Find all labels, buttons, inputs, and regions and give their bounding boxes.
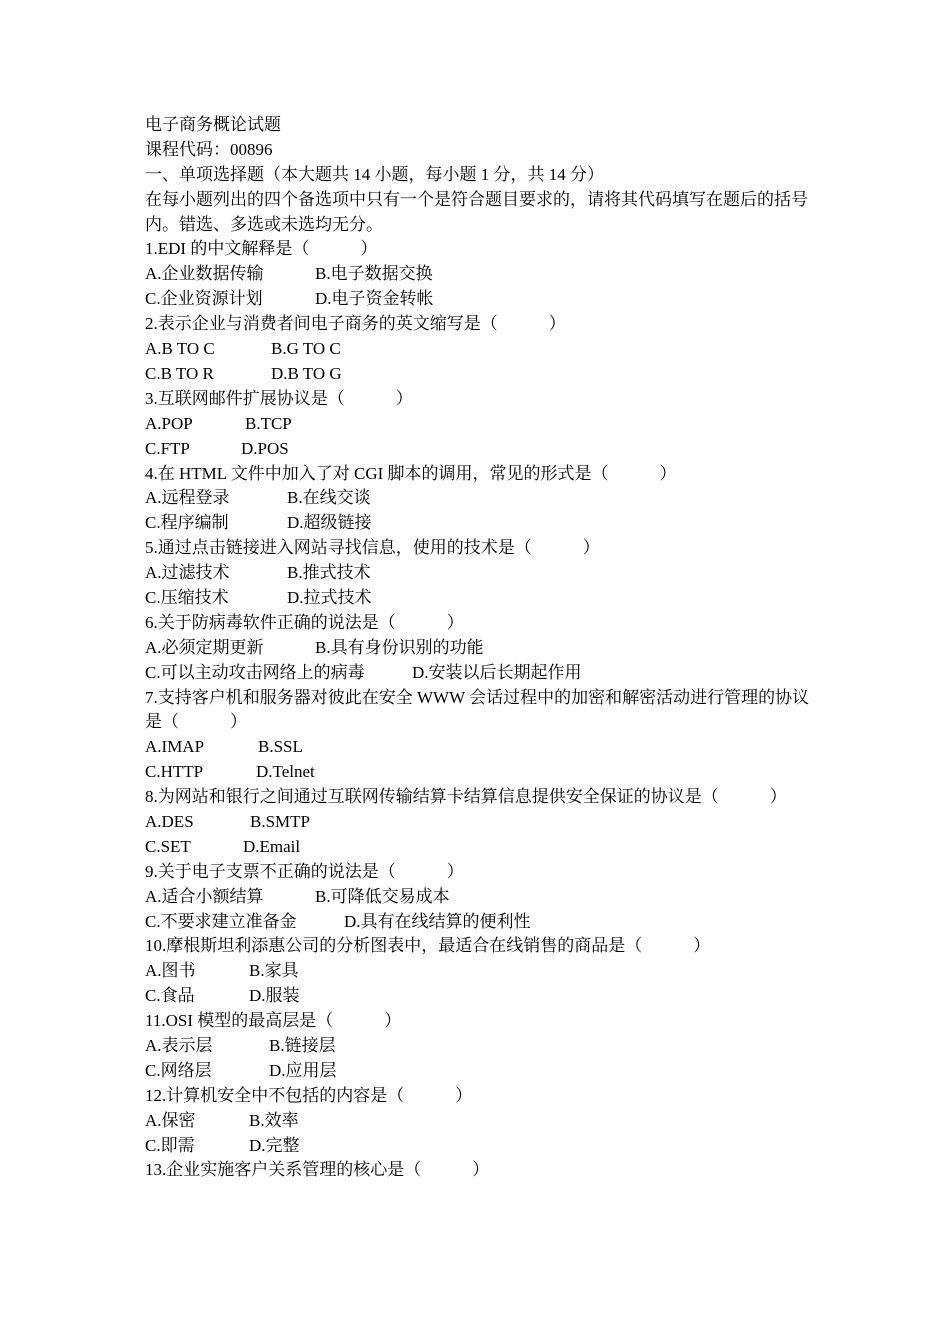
option-d: D.B TO G	[271, 363, 342, 383]
option-a: A.保密	[145, 1110, 196, 1130]
option-d: D.Email	[243, 836, 301, 856]
question-9-stem: 9.关于电子支票不正确的说法是（ ）	[145, 861, 464, 881]
option-a: A.远程登录	[145, 488, 230, 508]
option-c: C.B TO R	[145, 363, 214, 383]
question-3-stem: 3.互联网邮件扩展协议是（ ）	[145, 388, 413, 408]
option-c: C.SET	[145, 836, 191, 856]
question-2-options-row-1	[145, 337, 815, 362]
option-b: B.电子数据交换	[315, 264, 433, 284]
question-10-options-row-2	[145, 984, 815, 1009]
option-a: A.POP	[145, 413, 193, 433]
option-d: D.POS	[241, 438, 289, 458]
option-c: C.企业资源计划	[145, 289, 263, 309]
option-d: D.安装以后长期起作用	[412, 662, 582, 682]
question-9-options-row-1	[145, 885, 815, 910]
question-10-stem: 10.摩根斯坦利添惠公司的分析图表中，最适合在线销售的商品是（ ）	[145, 936, 711, 956]
course-code: 课程代码：00896	[145, 139, 273, 159]
question-7-stem: 7.支持客户机和服务器对彼此在安全 WWW 会话过程中的加密和解密活动进行管理的协议是（ ）	[145, 687, 810, 732]
option-a: A.图书	[145, 961, 196, 981]
question-6-stem: 6.关于防病毒软件正确的说法是（ ）	[145, 612, 464, 632]
question-4-stem: 4.在 HTML 文件中加入了对 CGI 脚本的调用，常见的形式是（ ）	[145, 463, 677, 483]
option-c: C.网络层	[145, 1060, 212, 1080]
question-6-options-row-1	[145, 636, 815, 661]
option-d: D.完整	[249, 1135, 300, 1155]
option-b: B.可降低交易成本	[315, 886, 450, 906]
question-5-options-row-2	[145, 586, 815, 611]
option-c: C.FTP	[145, 438, 190, 458]
option-b: B.TCP	[245, 413, 292, 433]
question-1-options-row-2	[145, 287, 815, 312]
question-3-options-row-2	[145, 437, 815, 462]
question-7-options-row-1	[145, 735, 815, 760]
question-2-options-row-2	[145, 362, 815, 387]
question-2-stem: 2.表示企业与消费者间电子商务的英文缩写是（ ）	[145, 314, 566, 334]
option-b: B.SMTP	[250, 812, 310, 832]
option-a: A.B TO C	[145, 339, 215, 359]
question-9-options-row-2	[145, 910, 815, 935]
option-a: A.DES	[145, 812, 194, 832]
question-8-options-row-1	[145, 810, 815, 835]
option-c: C.可以主动攻击网络上的病毒	[145, 662, 365, 682]
option-a: A.过滤技术	[145, 563, 230, 583]
option-c: C.食品	[145, 986, 195, 1006]
option-b: B.G TO C	[271, 339, 341, 359]
question-12-options-row-1	[145, 1109, 815, 1134]
question-7-options-row-2	[145, 760, 815, 785]
instructions: 在每小题列出的四个备选项中只有一个是符合题目要求的，请将其代码填写在题后的括号内。错选、多选或未选均无分。	[145, 189, 808, 234]
question-1-stem: 1.EDI 的中文解释是（ ）	[145, 239, 378, 259]
option-c: C.不要求建立准备金	[145, 911, 297, 931]
question-6-options-row-2	[145, 661, 815, 686]
option-d: D.应用层	[269, 1060, 337, 1080]
question-11-options-row-2	[145, 1059, 815, 1084]
question-13-stem: 13.企业实施客户关系管理的核心是（ ）	[145, 1160, 490, 1180]
option-d: D.具有在线结算的便利性	[344, 911, 531, 931]
question-12-stem: 12.计算机安全中不包括的内容是（ ）	[145, 1085, 473, 1105]
option-a: A.必须定期更新	[145, 637, 264, 657]
question-3-options-row-1	[145, 412, 815, 437]
option-b: B.SSL	[258, 737, 303, 757]
option-c: C.程序编制	[145, 513, 229, 533]
option-b: B.家具	[249, 961, 299, 981]
question-10-options-row-1	[145, 959, 815, 984]
option-c: C.压缩技术	[145, 587, 229, 607]
question-11-options-row-1	[145, 1034, 815, 1059]
exam-content	[145, 113, 815, 1183]
option-d: D.Telnet	[256, 762, 315, 782]
question-1-options-row-1	[145, 262, 815, 287]
question-4-options-row-2	[145, 511, 815, 536]
exam-title: 电子商务概论试题	[145, 115, 281, 134]
option-b: B.具有身份识别的功能	[315, 637, 484, 657]
option-d: D.超级链接	[287, 513, 372, 533]
question-8-stem: 8.为网站和银行之间通过互联网传输结算卡结算信息提供安全保证的协议是（ ）	[145, 787, 787, 807]
option-b: B.推式技术	[287, 563, 371, 583]
question-5-options-row-1	[145, 561, 815, 586]
option-b: B.效率	[249, 1110, 299, 1130]
option-a: A.适合小额结算	[145, 886, 264, 906]
option-b: B.链接层	[269, 1036, 336, 1056]
option-d: D.电子资金转帐	[315, 289, 434, 309]
option-d: D.拉式技术	[287, 587, 372, 607]
option-c: C.即需	[145, 1135, 195, 1155]
option-a: A.企业数据传输	[145, 264, 264, 284]
question-4-options-row-1	[145, 486, 815, 511]
option-a: A.IMAP	[145, 737, 205, 757]
question-5-stem: 5.通过点击链接进入网站寻找信息，使用的技术是（ ）	[145, 538, 600, 558]
question-11-stem: 11.OSI 模型的最高层是（ ）	[145, 1011, 402, 1031]
question-8-options-row-2	[145, 835, 815, 860]
question-12-options-row-2	[145, 1134, 815, 1159]
option-a: A.表示层	[145, 1036, 213, 1056]
option-d: D.服装	[249, 986, 300, 1006]
section-heading: 一、单项选择题（本大题共 14 小题，每小题 1 分，共 14 分）	[145, 164, 604, 184]
option-c: C.HTTP	[145, 762, 204, 782]
option-b: B.在线交谈	[287, 488, 371, 508]
